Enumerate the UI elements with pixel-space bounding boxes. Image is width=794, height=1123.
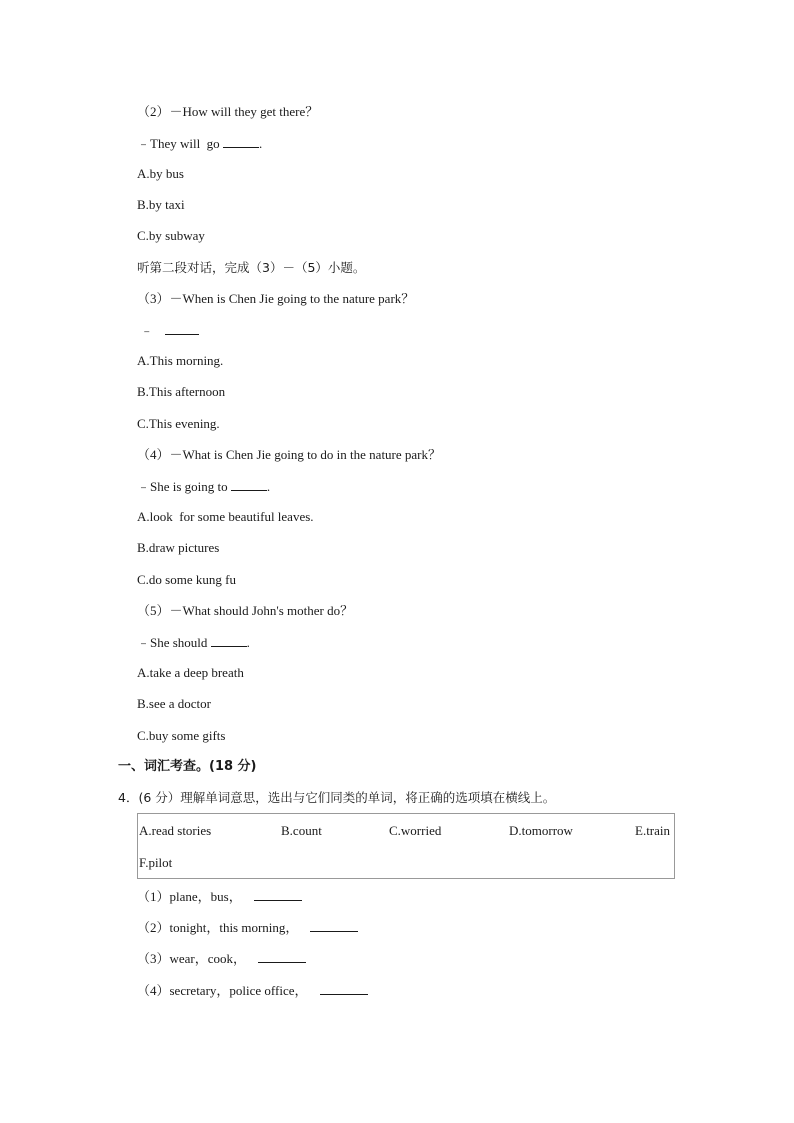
q4-answer-line bbox=[137, 478, 270, 495]
answer-blank[interactable] bbox=[165, 322, 199, 335]
q2-answer-end: . bbox=[258, 136, 263, 151]
q4-vocab-instruction: 4．(6 分）理解单词意思，选出与它们同类的单词，将正确的选项填在横线上。 bbox=[118, 790, 556, 805]
q5-option-c: C.buy some gifts bbox=[137, 728, 226, 743]
q5-answer-text: ﹣She should bbox=[137, 635, 211, 650]
vocab-item-4 bbox=[137, 982, 368, 999]
vocab-item-3-text: （3）wear，cook， bbox=[137, 951, 247, 966]
q3-option-a: A.This morning. bbox=[137, 353, 224, 368]
answer-blank[interactable] bbox=[320, 982, 368, 995]
q4-question: （4）－What is Chen Jie going to do in the nature park？ bbox=[137, 447, 442, 462]
q2-answer-line bbox=[137, 135, 262, 152]
q4-answer-end: . bbox=[266, 479, 271, 494]
answer-blank[interactable] bbox=[223, 135, 259, 148]
choice-e: E.train bbox=[635, 823, 671, 838]
q4-option-a: A.look for some beautiful leaves. bbox=[137, 509, 314, 524]
word-choice-box bbox=[137, 813, 675, 879]
choice-c: C.worried bbox=[389, 823, 442, 838]
q2-question: （2）－How will they get there？ bbox=[137, 104, 319, 119]
q2-option-a: A.by bus bbox=[137, 166, 184, 181]
choice-d: D.tomorrow bbox=[509, 823, 573, 838]
q3-answer-text: ﹣ bbox=[137, 323, 157, 338]
q5-option-b: B.see a doctor bbox=[137, 696, 212, 711]
q5-option-a: A.take a deep breath bbox=[137, 665, 244, 680]
vocab-item-3 bbox=[137, 950, 306, 967]
q4-option-b: B.draw pictures bbox=[137, 540, 220, 555]
vocab-item-1 bbox=[137, 888, 302, 905]
choice-f: F.pilot bbox=[139, 855, 173, 870]
vocab-item-2 bbox=[137, 919, 358, 936]
q5-answer-line bbox=[137, 634, 250, 651]
q2-option-b: B.by taxi bbox=[137, 197, 185, 212]
choice-b: B.count bbox=[281, 823, 322, 838]
q5-answer-end: . bbox=[246, 635, 250, 650]
q4-option-c: C.do some kung fu bbox=[137, 572, 236, 587]
part1-heading: 一、词汇考查。(18 分) bbox=[118, 759, 257, 774]
q2-answer-text: ﹣They will go bbox=[137, 136, 223, 151]
vocab-item-4-text: （4）secretary，police office， bbox=[137, 983, 308, 998]
vocab-item-2-text: （2）tonight，this morning， bbox=[137, 920, 299, 935]
answer-blank[interactable] bbox=[211, 634, 247, 647]
q5-question: （5）－What should John's mother do？ bbox=[137, 603, 354, 618]
answer-blank[interactable] bbox=[254, 888, 302, 901]
answer-blank[interactable] bbox=[231, 478, 267, 491]
choice-a: A.read stories bbox=[139, 823, 212, 838]
section2-intro: 听第二段对话，完成（3）－（5）小题。 bbox=[137, 260, 366, 275]
q4-answer-text: ﹣She is going to bbox=[137, 479, 231, 494]
answer-blank[interactable] bbox=[258, 950, 306, 963]
vocab-item-1-text: （1）plane，bus， bbox=[137, 889, 242, 904]
q3-option-b: B.This afternoon bbox=[137, 384, 226, 399]
q3-answer-line bbox=[137, 322, 199, 339]
q3-question: （3）－When is Chen Jie going to the nature park？ bbox=[137, 291, 415, 306]
q2-option-c: C.by subway bbox=[137, 228, 205, 243]
q3-option-c: C.This evening. bbox=[137, 416, 220, 431]
answer-blank[interactable] bbox=[310, 919, 358, 932]
